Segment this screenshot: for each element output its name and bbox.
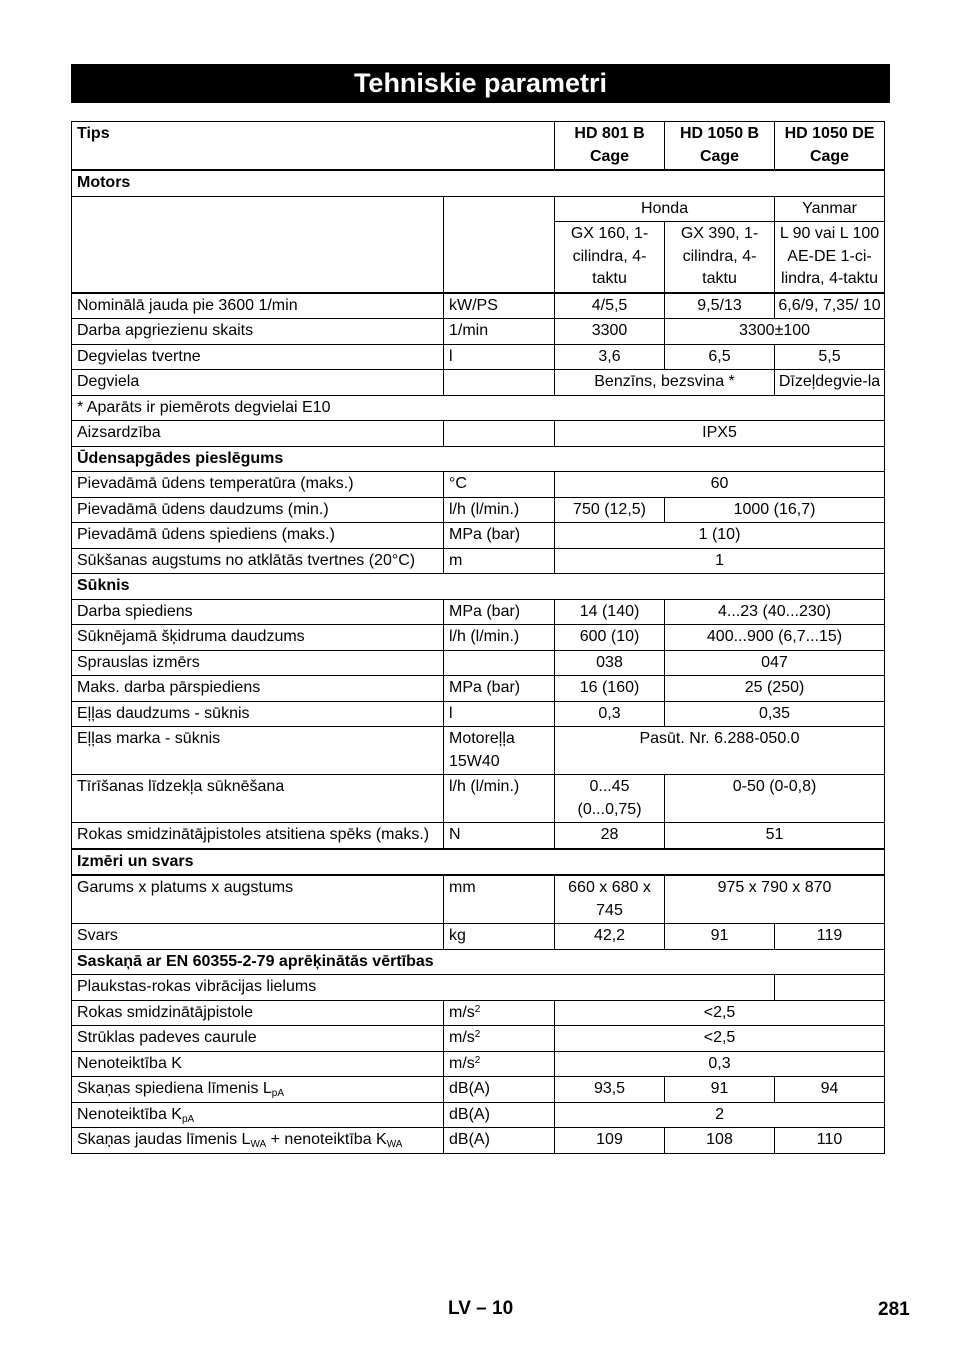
unit-sup: 2 [474,1029,481,1040]
row-value: 600 (10) [555,625,665,651]
unit-text: m/s [449,1029,475,1046]
row-value: 0,3 [555,701,665,727]
label-sub: pA [181,1113,195,1125]
table-row [72,421,885,447]
row-label: Pievadāmā ūdens daudzums (min.) [72,497,444,523]
table-row [72,548,885,574]
row-label: Nenoteiktība K [72,1051,444,1077]
row-value: Benzīns, bezsvina * [555,370,775,396]
label-sub: WA [386,1139,403,1150]
table-row [72,599,885,625]
empty-cell [444,196,555,293]
table-row [72,727,885,775]
row-value: 9,5/13 [665,293,775,319]
row-value: 750 (12,5) [555,497,665,523]
label-sub: pA [271,1088,285,1099]
en-section: Saskaņā ar EN 60355-2-79 aprēķinātās vērtības [72,949,885,975]
row-value: 1 [555,548,885,574]
row-label: Degviela [72,370,444,396]
pump-section: Sūknis [72,574,885,600]
empty-cell [72,196,444,293]
row-value: 047 [665,650,885,676]
row-unit [444,1026,555,1052]
row-value: 93,5 [555,1077,665,1103]
row-value: 660 x 680 x 745 [555,875,665,924]
row-unit: l/h (l/min.) [444,625,555,651]
table-row [72,370,885,396]
row-value: 42,2 [555,924,665,950]
row-value: 1000 (16,7) [665,497,885,523]
table-row [72,344,885,370]
row-value: 975 x 790 x 870 [665,875,885,924]
honda-cell: Honda [555,196,775,222]
table-row [72,1128,885,1154]
row-value: Dīzeļdegvie-la [775,370,885,396]
row-value: 3300 [555,319,665,345]
table-row [72,975,885,1001]
page-number: 281 [878,1299,910,1320]
row-label: Degvielas tvertne [72,344,444,370]
table-row [72,650,885,676]
row-label: Nominālā jauda pie 3600 1/min [72,293,444,319]
page-title: Tehniskie parametri [71,64,890,103]
spec-table [71,121,885,1154]
label-sub: WA [250,1139,267,1150]
row-value: 91 [665,924,775,950]
row-value: 25 (250) [665,676,885,702]
row-label: Pievadāmā ūdens spiediens (maks.) [72,523,444,549]
label-text: Nenoteiktība K [77,1105,182,1123]
row-label: Eļļas daudzums - sūknis [72,701,444,727]
header-row [72,122,885,171]
row-unit [444,650,555,676]
row-label: Darba spiediens [72,599,444,625]
row-label: Maks. darba pārspiediens [72,676,444,702]
unit-text: m/s [449,1054,475,1072]
engine2-cell: GX 390, 1-cilindra, 4-taktu [665,222,775,293]
row-unit: l/h (l/min.) [444,497,555,523]
motors-section: Motors [72,170,885,196]
row-label: Rokas smidzinātājpistoles atsitiena spēks (maks.) [72,823,444,849]
row-value: 038 [555,650,665,676]
label-text: + nenoteiktība K [266,1131,387,1148]
table-row [72,523,885,549]
table-row [72,1102,885,1128]
row-unit: MPa (bar) [444,523,555,549]
row-unit: mm [444,875,555,924]
row-value: 5,5 [775,344,885,370]
row-value: 4...23 (40...230) [665,599,885,625]
row-value: <2,5 [555,1000,885,1026]
unit-text: m/s [449,1003,475,1021]
row-value: 0,35 [665,701,885,727]
vibration-title: Plaukstas-rokas vibrācijas lielums [72,975,775,1001]
unit-sup: 2 [474,1003,481,1015]
row-unit: N [444,823,555,849]
row-unit: 1/min [444,319,555,345]
row-value: 14 (140) [555,599,665,625]
section-row [72,170,885,196]
row-unit: l [444,701,555,727]
row-unit: l [444,344,555,370]
row-value: 400...900 (6,7...15) [665,625,885,651]
row-value: 28 [555,823,665,849]
label-text: Skaņas spiediena līmenis L [77,1080,272,1097]
tips-header: Tips [72,122,555,171]
row-label [72,1102,444,1128]
row-value: 110 [775,1128,885,1154]
row-value: 4/5,5 [555,293,665,319]
table-row [72,472,885,498]
footnote: * Aparāts ir piemērots degvielai E10 [72,395,885,421]
row-unit: dB(A) [444,1102,555,1128]
row-label: Svars [72,924,444,950]
row-label [72,1077,444,1103]
row-value: IPX5 [555,421,885,447]
table-row [72,1077,885,1103]
row-value: 51 [665,823,885,849]
row-label: Darba apgriezienu skaits [72,319,444,345]
row-label: Pievadāmā ūdens temperatūra (maks.) [72,472,444,498]
section-row [72,949,885,975]
row-unit: °C [444,472,555,498]
table-row [72,625,885,651]
unit-sup: 2 [474,1054,481,1066]
row-value: 60 [555,472,885,498]
row-label: Eļļas marka - sūknis [72,727,444,775]
engine3-cell: L 90 vai L 100 AE-DE 1-ci-lindra, 4-taktu [775,222,885,293]
yanmar-cell: Yanmar [775,196,885,222]
row-value: 16 (160) [555,676,665,702]
row-unit: Motoreļļa 15W40 [444,727,555,775]
table-row [72,319,885,345]
model2-header: HD 1050 B Cage [665,122,775,171]
row-label: Sūknējamā šķidruma daudzums [72,625,444,651]
footer-language [448,1298,513,1320]
table-row [72,1051,885,1077]
table-row [72,293,885,319]
row-value: 6,5 [665,344,775,370]
row-label: Strūklas padeves caurule [72,1026,444,1052]
table-row [72,701,885,727]
row-label: Sūkšanas augstums no atklātās tvertnes (20°C) [72,548,444,574]
row-unit [444,1051,555,1077]
row-value: 0-50 (0-0,8) [665,775,885,823]
row-unit: l/h (l/min.) [444,775,555,823]
water-section: Ūdensapgādes pieslēgums [72,446,885,472]
dims-section: Izmēri un svars [72,849,885,876]
table-row [72,196,885,222]
row-unit: kg [444,924,555,950]
row-value: 0,3 [555,1051,885,1077]
row-unit [444,1000,555,1026]
row-unit [444,370,555,396]
row-label: Garums x platums x augstums [72,875,444,924]
row-label [72,1128,444,1154]
row-unit: dB(A) [444,1128,555,1154]
table-row [72,1026,885,1052]
row-unit: dB(A) [444,1077,555,1103]
table-row [72,497,885,523]
row-value: 108 [665,1128,775,1154]
section-row [72,446,885,472]
row-value: 0...45 (0...0,75) [555,775,665,823]
label-text: Skaņas jaudas līmenis L [77,1131,251,1148]
row-unit: MPa (bar) [444,599,555,625]
row-label: Tīrīšanas līdzekļa sūknēšana [72,775,444,823]
row-label: Aizsardzība [72,421,444,447]
row-value: 3300±100 [665,319,885,345]
row-value: 91 [665,1077,775,1103]
row-unit: kW/PS [444,293,555,319]
empty-cell [775,975,885,1001]
row-value: 109 [555,1128,665,1154]
row-label: Sprauslas izmērs [72,650,444,676]
row-value: Pasūt. Nr. 6.288-050.0 [555,727,885,775]
row-unit [444,421,555,447]
row-value: 119 [775,924,885,950]
row-value: 3,6 [555,344,665,370]
table-row [72,395,885,421]
row-value: 6,6/9, 7,35/ 10 [775,293,885,319]
section-row [72,849,885,876]
table-row [72,676,885,702]
table-row [72,1000,885,1026]
section-row [72,574,885,600]
language-code: LV [448,1298,471,1319]
row-value: <2,5 [555,1026,885,1052]
row-label: Rokas smidzinātājpistole [72,1000,444,1026]
table-row [72,924,885,950]
table-row [72,823,885,849]
section-page: – 10 [476,1298,514,1319]
row-value: 94 [775,1077,885,1103]
row-value: 2 [555,1102,885,1128]
table-row [72,875,885,924]
model3-header: HD 1050 DE Cage [775,122,885,171]
row-value: 1 (10) [555,523,885,549]
row-unit: MPa (bar) [444,676,555,702]
table-row [72,775,885,823]
row-unit: m [444,548,555,574]
model1-header: HD 801 B Cage [555,122,665,171]
engine1-cell: GX 160, 1-cilindra, 4-taktu [555,222,665,293]
